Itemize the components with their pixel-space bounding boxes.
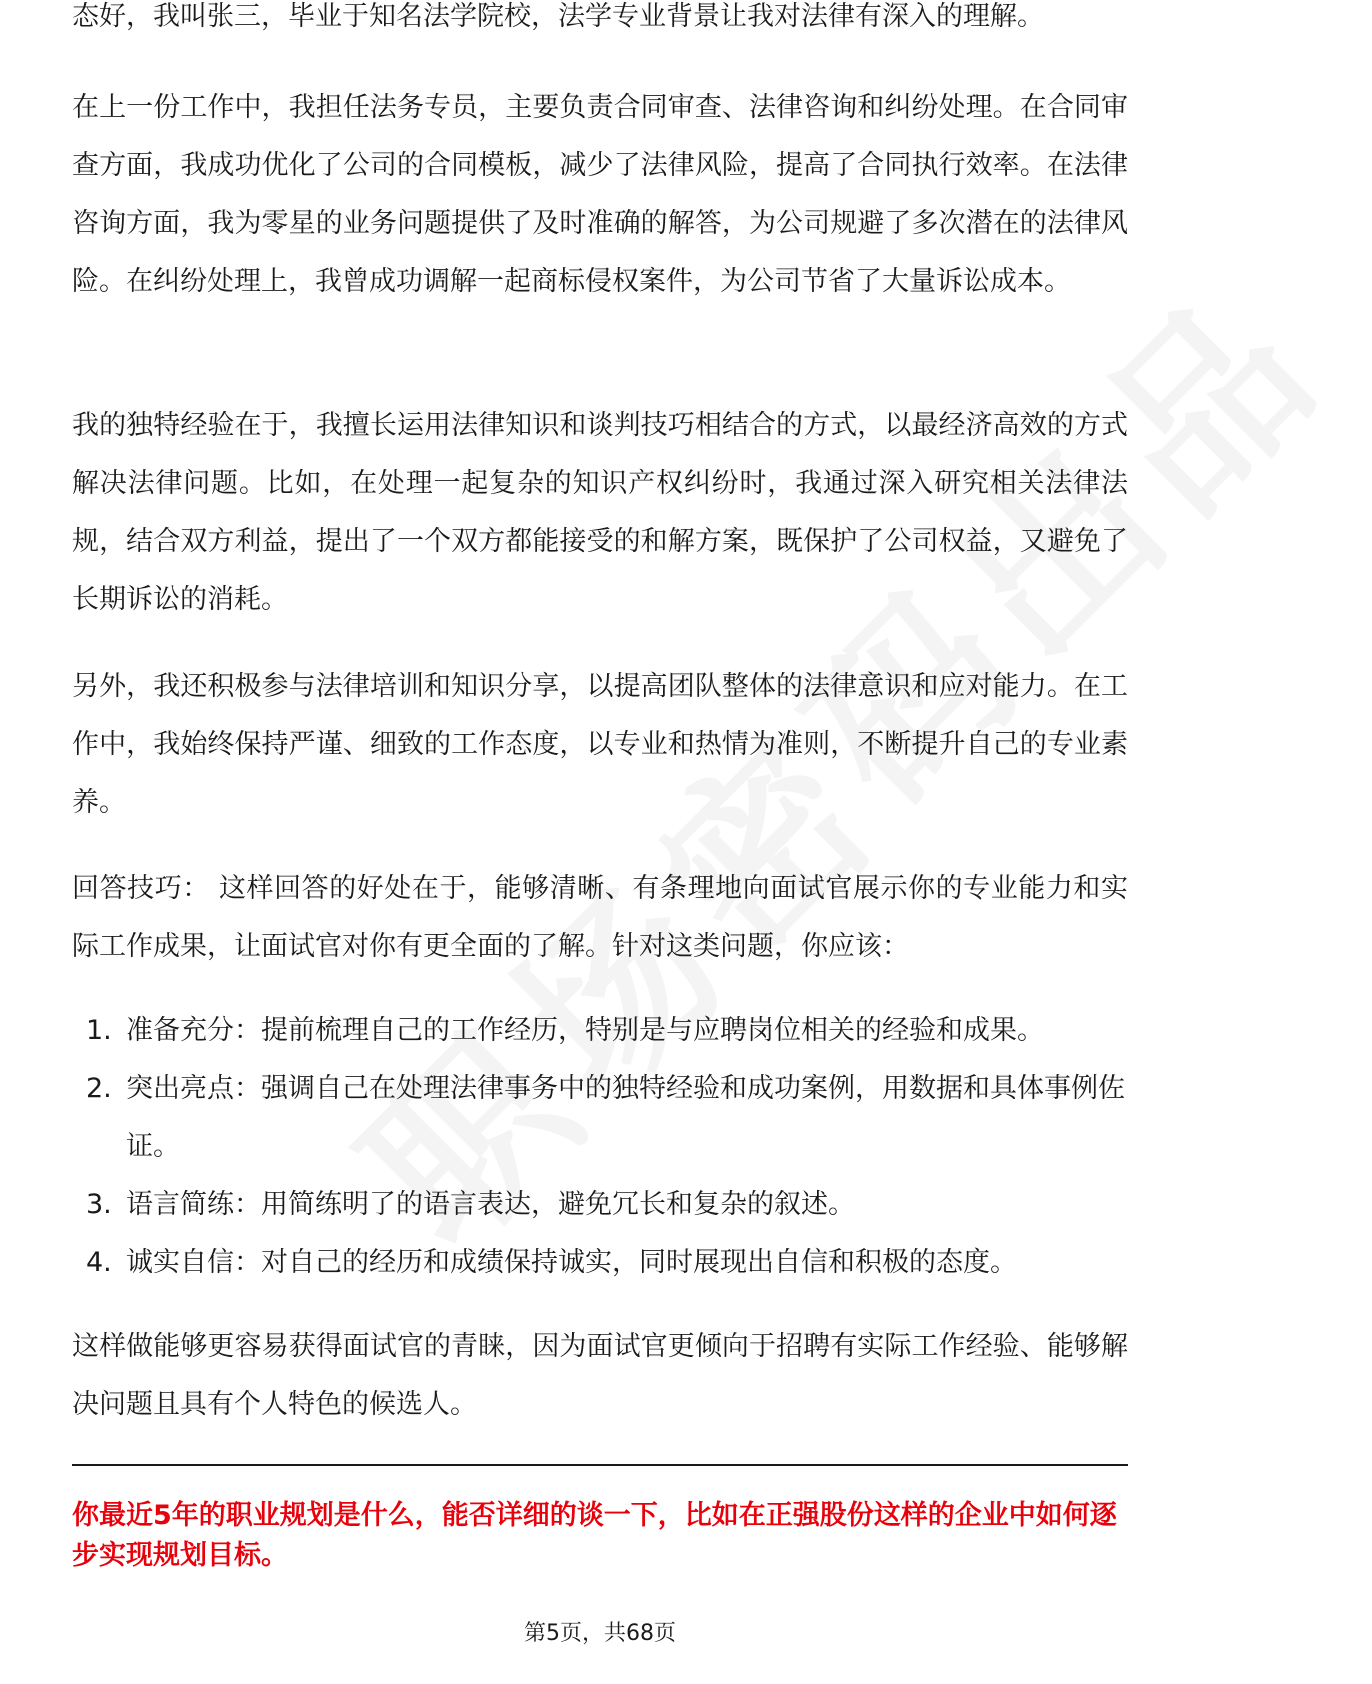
paragraph-training: 另外，我还积极参与法律培训和知识分享，以提高团队整体的法律意识和应对能力。在工作中，我始终保持严谨、细致的工作态度，以专业和热情为准则，不断提升自己的专业素养。 [72, 671, 1128, 818]
list-item-text: 诚实自信：对自己的经历和成绩保持诚实，同时展现出自信和积极的态度。 [126, 1247, 1017, 1278]
list-item [72, 1176, 1128, 1234]
cut-off-text: 态好，我叫张三，毕业于知名法学院校，法学专业背景让我对法律有深入的理解。 [72, 1, 1044, 32]
section-divider [72, 1464, 1128, 1466]
page-number: 第5页，共68页 [524, 1621, 676, 1646]
list-item [72, 1234, 1128, 1292]
list-item-text: 准备充分：提前梳理自己的工作经历，特别是与应聘岗位相关的经验和成果。 [126, 1015, 1044, 1046]
list-item-number: 4. [86, 1247, 112, 1278]
list-item [72, 1060, 1128, 1176]
cut-off-text-line [72, 1, 1128, 64]
list-item-text: 突出亮点：强调自己在处理法律事务中的独特经验和成功案例，用数据和具体事例佐证。 [126, 1073, 1125, 1162]
list-item-number: 2. [86, 1073, 112, 1104]
paragraph-unique-experience: 我的独特经验在于，我擅长运用法律知识和谈判技巧相结合的方式，以最经济高效的方式解决法律问题。比如，在处理一起复杂的知识产权纠纷时，我通过深入研究相关法律法规，结合双方利益，提出了一个双方都能接受的和解方案，既保护了公司权益，又避免了长期诉讼的消耗。 [72, 410, 1128, 615]
paragraph-work-experience: 在上一份工作中，我担任法务专员，主要负责合同审查、法律咨询和纠纷处理。在合同审查方面，我成功优化了公司的合同模板，减少了法律风险，提高了合同执行效率。在法律咨询方面，我为零星的业务问题提供了及时准确的解答，为公司规避了多次潜在的法律风险。在纠纷处理上，我曾成功调解一起商标侵权案件，为公司节省了大量诉讼成本。 [72, 92, 1128, 297]
tips-list [72, 1002, 1128, 1292]
question-heading: 你最近5年的职业规划是什么，能否详细的谈一下，比如在正强股份这样的企业中如何逐步实现规划目标。 [72, 1500, 1117, 1571]
list-item [72, 1002, 1128, 1060]
paragraph-conclusion: 这样做能够更容易获得面试官的青睐，因为面试官更倾向于招聘有实际工作经验、能够解决问题且具有个人特色的候选人。 [72, 1331, 1128, 1420]
list-item-text: 语言简练：用简练明了的语言表达，避免冗长和复杂的叙述。 [126, 1189, 855, 1220]
list-item-number: 1. [86, 1015, 112, 1046]
document-page [72, 0, 1128, 1684]
paragraph-answer-tips: 回答技巧： 这样回答的好处在于，能够清晰、有条理地向面试官展示你的专业能力和实际工作成果，让面试官对你有更全面的了解。针对这类问题，你应该： [72, 873, 1128, 962]
list-item-number: 3. [86, 1189, 112, 1220]
